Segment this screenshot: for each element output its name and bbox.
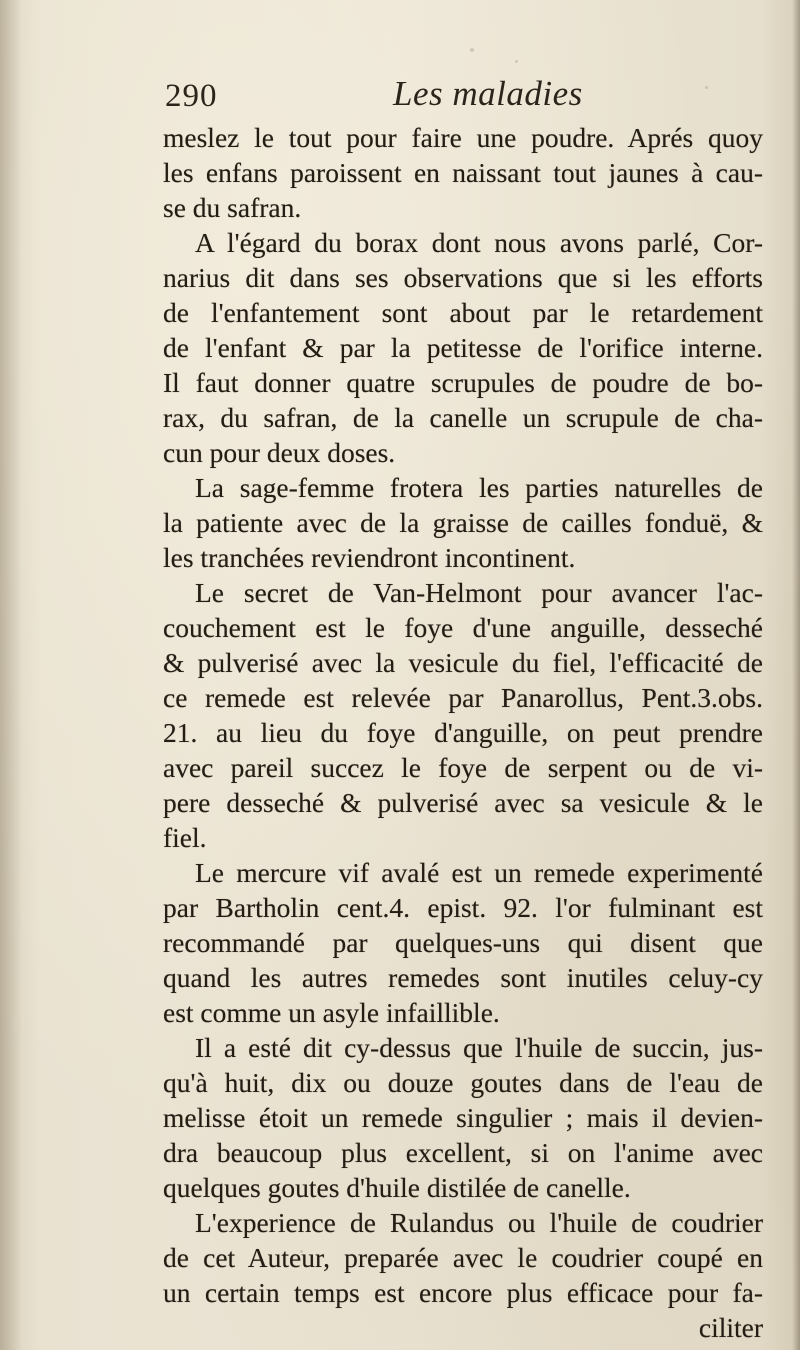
text-line: recommandé par quelques-uns qui disent que	[163, 927, 763, 958]
body-text	[163, 120, 763, 1345]
text-line: de l'enfantement sont about par le retardement	[163, 297, 763, 328]
paragraph-start-line: L'experience de Rulandus ou l'huile de coudrier	[195, 1207, 763, 1238]
text-line: avec pareil succez le foye de serpent ou de vi-	[163, 752, 763, 783]
binding-gutter-shadow	[0, 0, 22, 1350]
text-line: de l'enfant & par la petitesse de l'orifice interne.	[163, 332, 763, 363]
text-line: fiel.	[163, 822, 207, 853]
catchword: ciliter	[698, 1312, 763, 1343]
paragraph-start-line: La sage-femme frotera les parties naturelles de	[195, 472, 763, 503]
paragraph-start-line: Le mercure vif avalé est un remede experimenté	[195, 857, 763, 888]
paragraph-start-line: Le secret de Van-Helmont pour avancer l'ac-	[195, 577, 763, 608]
paragraph-start-line: Il a esté dit cy-dessus que l'huile de succin, jus-	[195, 1032, 763, 1063]
paragraph-start-line: A l'égard du borax dont nous avons parlé, Cor-	[195, 227, 763, 258]
text-line: meslez le tout pour faire une poudre. Aprés quoy	[163, 122, 763, 153]
text-line: par Bartholin cent.4. epist. 92. l'or fulminant est	[163, 892, 763, 923]
text-line: se du safran.	[163, 192, 302, 223]
text-line: melisse étoit un remede singulier ; mais il devien-	[163, 1102, 763, 1133]
page-edge-shadow	[792, 0, 800, 1350]
text-line: pere desseché & pulverisé avec sa vesicule & le	[163, 787, 763, 818]
text-line: un certain temps est encore plus efficace pour fa-	[163, 1277, 763, 1308]
text-line: couchement est le foye d'une anguille, desseché	[163, 612, 763, 643]
text-line: cun pour deux doses.	[163, 437, 396, 468]
text-line: quand les autres remedes sont inutiles celuy-cy	[163, 962, 763, 993]
text-line: quelques goutes d'huile distilée de canelle.	[163, 1172, 631, 1203]
running-title: Les maladies	[393, 74, 583, 113]
paper-speck	[470, 48, 474, 52]
paper-speck	[515, 60, 518, 63]
text-line: rax, du safran, de la canelle un scrupule de cha-	[163, 402, 763, 433]
page-header	[165, 72, 765, 122]
text-line: est comme un asyle infaillible.	[163, 997, 500, 1028]
text-line: la patiente avec de la graisse de cailles fonduë, &	[163, 507, 763, 538]
page-number: 290	[165, 78, 218, 114]
text-line: ce remede est relevée par Panarollus, Pent.3.obs.	[163, 682, 763, 713]
text-line: 21. au lieu du foye d'anguille, on peut prendre	[163, 717, 763, 748]
text-line: & pulverisé avec la vesicule du fiel, l'efficacité de	[163, 647, 763, 678]
text-line: de cet Auteur, preparée avec le coudrier coupé en	[163, 1242, 763, 1273]
text-line: les enfans paroissent en naissant tout jaunes à cau-	[163, 157, 763, 188]
text-line: qu'à huit, dix ou douze goutes dans de l'eau de	[163, 1067, 763, 1098]
text-line: Il faut donner quatre scrupules de poudre de bo-	[163, 367, 763, 398]
text-line: dra beaucoup plus excellent, si on l'anime avec	[163, 1137, 763, 1168]
text-line: narius dit dans ses observations que si les efforts	[163, 262, 763, 293]
text-line: les tranchées reviendront incontinent.	[163, 542, 576, 573]
